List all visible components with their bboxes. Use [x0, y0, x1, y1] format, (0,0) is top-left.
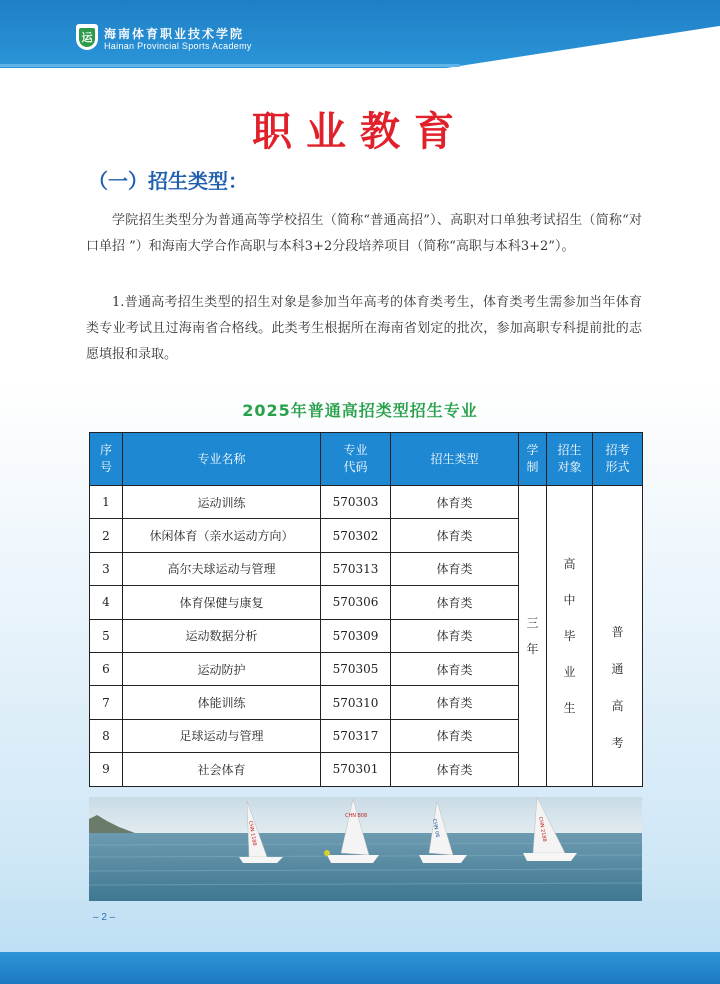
cell-major: 社会体育 — [123, 753, 321, 786]
cell-major: 体能训练 — [123, 686, 321, 719]
cell-major: 休闲体育（亲水运动方向） — [123, 519, 321, 552]
cell-code: 570313 — [321, 552, 391, 585]
table-row — [90, 486, 643, 519]
cell-seq: 1 — [90, 486, 123, 519]
header-exam: 招考形式 — [593, 433, 643, 486]
cell-major: 运动训练 — [123, 486, 321, 519]
cell-duration-merged: 三年 — [519, 486, 547, 787]
header-major: 专业名称 — [123, 433, 321, 486]
cell-seq: 3 — [90, 552, 123, 585]
majors-table — [89, 432, 643, 787]
eligibility-paragraph: 1.普通高考招生类型的招生对象是参加当年高考的体育类考生，体育类考生需参加当年体育类专业考试且过海南省合格线。此类考生根据所在海南省划定的批次，参加高职专科提前批的志愿填报和录取。 — [86, 295, 642, 362]
cell-seq: 7 — [90, 686, 123, 719]
sail-number: CHN 2188 — [537, 816, 548, 843]
cell-code: 570306 — [321, 586, 391, 619]
table-header-row — [90, 433, 643, 486]
sailing-photo — [89, 797, 642, 901]
cell-type: 体育类 — [391, 719, 519, 752]
cell-type: 体育类 — [391, 586, 519, 619]
cell-type: 体育类 — [391, 753, 519, 786]
cell-major: 运动防护 — [123, 652, 321, 685]
cell-type: 体育类 — [391, 652, 519, 685]
cell-major: 运动数据分析 — [123, 619, 321, 652]
table-caption: 2025年普通高招类型招生专业 — [242, 401, 478, 420]
cell-code: 570302 — [321, 519, 391, 552]
section-heading: （一）招生类型： — [88, 169, 248, 193]
cell-major: 高尔夫球运动与管理 — [123, 552, 321, 585]
cell-seq: 9 — [90, 753, 123, 786]
cell-code: 570301 — [321, 753, 391, 786]
sail-number: CHN 1188 — [247, 820, 258, 847]
intro-paragraph: 学院招生类型分为普通高等学校招生（简称“普通高招”）、高职对口单独考试招生（简称“对口单招 ”）和海南大学合作高职与本科3+2分段培养项目（简称“高职与本科3+2”）。 — [86, 213, 642, 254]
sail-number: CHN 06 — [431, 818, 441, 839]
header-code: 专业代码 — [321, 433, 391, 486]
cell-exam-merged: 普通高考 — [593, 486, 643, 787]
cell-target-merged: 高中毕业生 — [547, 486, 593, 787]
cell-major: 足球运动与管理 — [123, 719, 321, 752]
cell-type: 体育类 — [391, 486, 519, 519]
cell-code: 570305 — [321, 652, 391, 685]
cell-type: 体育类 — [391, 519, 519, 552]
cell-code: 570303 — [321, 486, 391, 519]
cell-code: 570317 — [321, 719, 391, 752]
cell-seq: 8 — [90, 719, 123, 752]
page-title: 职业教育 — [252, 109, 468, 155]
school-name-cn: 海南体育职业技术学院 — [104, 27, 245, 41]
cell-seq: 6 — [90, 652, 123, 685]
header-type: 招生类型 — [391, 433, 519, 486]
cell-seq: 4 — [90, 586, 123, 619]
header-seq: 序号 — [90, 433, 123, 486]
footer-band — [0, 952, 720, 984]
header-duration: 学制 — [519, 433, 547, 486]
cell-seq: 2 — [90, 519, 123, 552]
page-number: – 2 – — [93, 912, 116, 923]
school-emblem-icon: 运 — [76, 24, 98, 50]
cell-type: 体育类 — [391, 552, 519, 585]
sailing-scene — [89, 797, 642, 901]
school-name-en: Hainan Provincial Sports Academy — [104, 41, 252, 51]
header-target: 招生对象 — [547, 433, 593, 486]
cell-type: 体育类 — [391, 619, 519, 652]
cell-code: 570309 — [321, 619, 391, 652]
cell-type: 体育类 — [391, 686, 519, 719]
sail-number: CHN 808 — [345, 813, 368, 819]
header-accent-line — [0, 64, 460, 67]
cell-code: 570310 — [321, 686, 391, 719]
cell-major: 体育保健与康复 — [123, 586, 321, 619]
cell-seq: 5 — [90, 619, 123, 652]
